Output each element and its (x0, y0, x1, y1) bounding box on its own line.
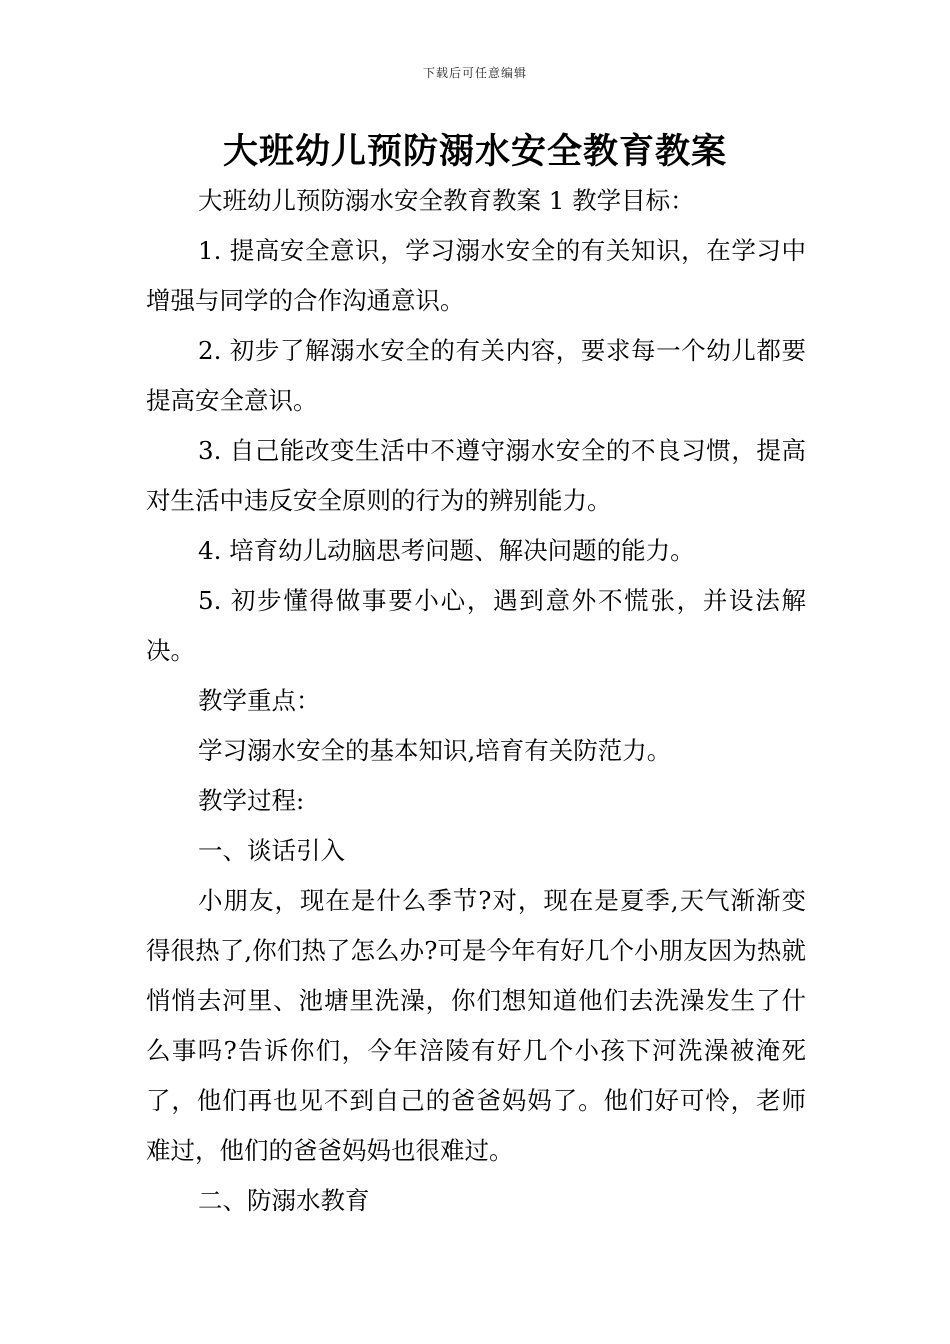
section-heading-step-1: 一、谈话引入 (198, 836, 345, 865)
paragraph-goal-1: 1. 提高安全意识，学习溺水安全的有关知识，在学习中增强与同学的合作沟通意识。 (146, 236, 806, 315)
paragraph-key-points: 学习溺水安全的基本知识,培育有关防范力。 (198, 736, 672, 765)
header-note: 下载后可任意编辑 (422, 66, 527, 80)
paragraph-goal-2: 2. 初步了解溺水安全的有关内容，要求每一个幼儿都要提高安全意识。 (146, 336, 806, 415)
paragraph-goal-5: 5. 初步懂得做事要小心，遇到意外不慌张，并设法解决。 (146, 586, 806, 665)
paragraph-step-1: 小朋友，现在是什么季节?对，现在是夏季,天气渐渐变得很热了,你们热了怎么办?可是今年有好几个小朋友因为热就悄悄去河里、池塘里洗澡，你们想知道他们去洗澡发生了什么事吗?告诉你们，今年涪陵有好几个小孩下河洗澡被淹死了，他们再也见不到自己的爸爸妈妈了。他们好可怜，老师难过，他们的爸爸妈妈也很难过。 (146, 886, 806, 1165)
document-title: 大班幼儿预防溺水安全教育教案 (222, 132, 727, 172)
document-body (146, 176, 806, 1226)
section-heading-process: 教学过程: (198, 786, 305, 815)
section-heading-key-points: 教学重点： (198, 686, 321, 715)
paragraph-goal-3: 3. 自己能改变生活中不遵守溺水安全的不良习惯，提高对生活中违反安全原则的行为的辨别能力。 (146, 436, 806, 515)
paragraph-intro: 大班幼儿预防溺水安全教育教案 1 教学目标： (198, 186, 695, 215)
section-heading-step-2: 二、防溺水教育 (198, 1186, 370, 1215)
paragraph-goal-4: 4. 培育幼儿动脑思考问题、解决问题的能力。 (198, 536, 695, 565)
